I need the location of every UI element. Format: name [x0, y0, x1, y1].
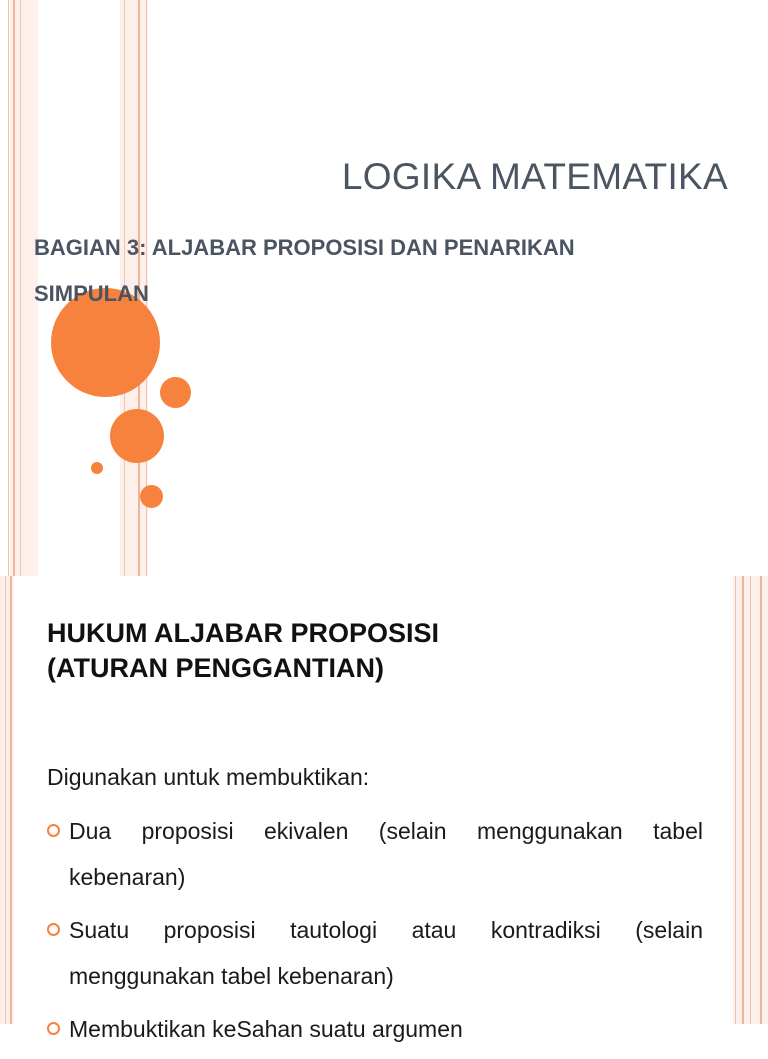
decorative-line — [8, 0, 9, 576]
list-item-text: Dua proposisi ekivalen (selain menggunakan tabel kebenaran) — [69, 818, 703, 890]
decorative-line — [10, 576, 12, 1024]
list-item — [47, 808, 703, 900]
circle-bullet-icon — [47, 923, 60, 936]
decorative-line — [13, 0, 15, 576]
bullet-list — [47, 808, 703, 1059]
list-item-text: Suatu proposisi tautologi atau kontradiksi (selain menggunakan tabel kebenaran) — [69, 917, 703, 989]
decorative-circle-medium — [110, 409, 164, 463]
slide-heading-line1: HUKUM ALJABAR PROPOSISI — [47, 618, 440, 648]
decorative-line — [20, 0, 21, 576]
slide-heading-line2: (ATURAN PENGGANTIAN) — [47, 653, 384, 683]
decorative-circle-small — [160, 377, 191, 408]
slide-title: LOGIKA MATEMATIKA — [341, 156, 728, 197]
decorative-line — [742, 576, 744, 1024]
decorative-line — [750, 576, 751, 1024]
intro-text: Digunakan untuk membuktikan: — [47, 764, 370, 790]
decorative-circle-tiny — [91, 462, 103, 474]
slide-subtitle: BAGIAN 3: ALJABAR PROPOSISI DAN PENARIKAN SIMPULAN — [34, 235, 575, 306]
decorative-circle-small — [140, 485, 163, 508]
circle-bullet-icon — [47, 824, 60, 837]
decorative-line — [735, 576, 736, 1024]
decorative-line — [5, 576, 6, 1024]
content-slide — [0, 576, 768, 1042]
decorative-line — [760, 576, 762, 1024]
list-item — [47, 907, 703, 999]
list-item-text: Membuktikan keSahan suatu argumen — [69, 1016, 463, 1042]
slide-heading — [47, 616, 439, 686]
circle-bullet-icon — [47, 1022, 60, 1035]
list-item — [47, 1006, 703, 1052]
